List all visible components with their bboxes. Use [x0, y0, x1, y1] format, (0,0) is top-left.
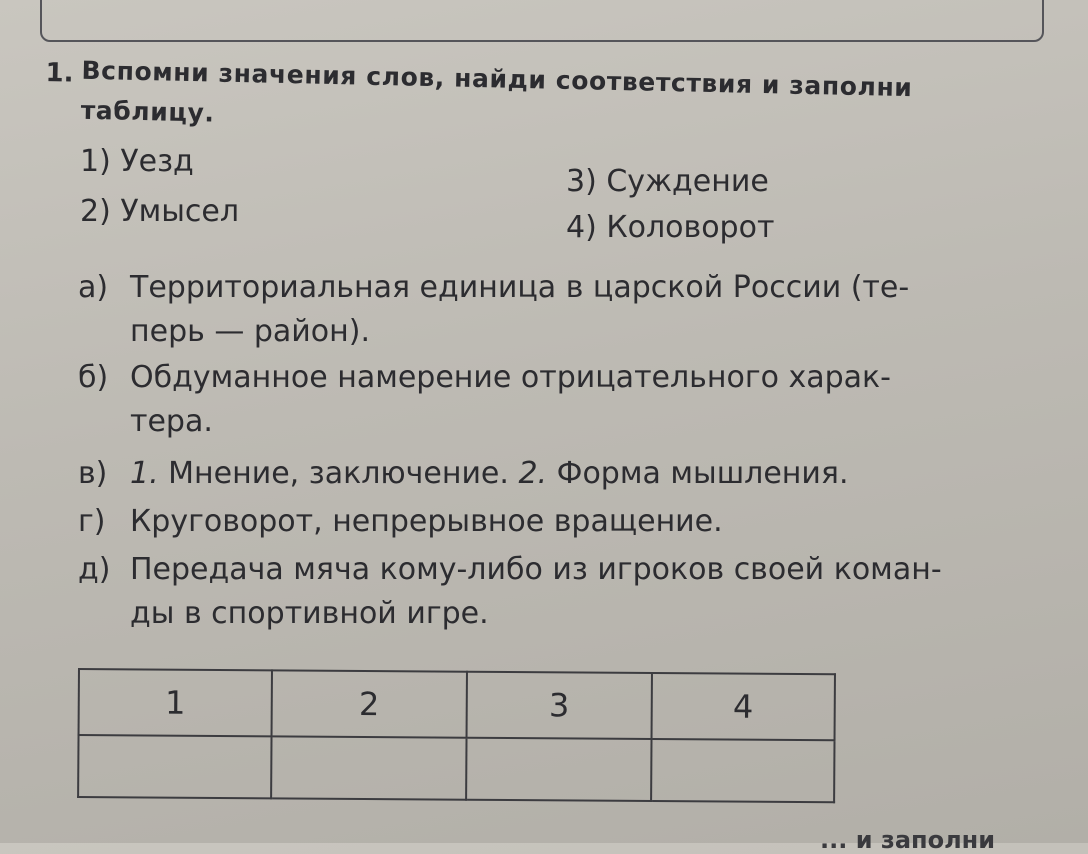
task-header: [45, 50, 1046, 128]
definition-text: Форма мышления.: [547, 456, 849, 491]
definition-text-continued: тера.: [130, 404, 213, 439]
definition-text: Круговорот, непрерывное вращение.: [130, 504, 723, 539]
previous-answer-box: [40, 0, 1044, 42]
table-header-cell-1: 1: [79, 669, 272, 736]
definition-a: [78, 266, 909, 354]
definition-letter: б): [78, 360, 109, 395]
table-header-cell-2: 2: [271, 670, 466, 737]
definition-letter: д): [78, 552, 111, 587]
task-number: 1.: [45, 57, 74, 89]
definition-text: Передача мяча кому-либо из игроков своей коман-: [130, 552, 942, 587]
task-title-line-2: таблицу.: [80, 95, 215, 128]
term-1: 1) Уезд: [80, 144, 194, 179]
definition-b: [78, 356, 891, 444]
definition-v: [78, 452, 849, 496]
table-header-cell-4: 4: [651, 673, 835, 740]
definition-text: Обдуманное намерение отрицательного харак-: [130, 360, 891, 395]
table-header-cell-3: 3: [466, 672, 652, 739]
answer-cell-4[interactable]: [651, 739, 835, 802]
term-3: 3) Суждение: [566, 164, 769, 199]
definition-g: [78, 500, 723, 544]
definition-text: Территориальная единица в царской России (те-: [130, 270, 910, 305]
answer-cell-2[interactable]: [271, 736, 466, 799]
next-task-fragment: ... и заполни: [820, 826, 996, 854]
definition-letter: а): [78, 270, 109, 305]
definition-letter: в): [78, 456, 108, 491]
task-title: [80, 51, 1041, 151]
term-2: 2) Умысел: [80, 194, 240, 229]
answer-cell-1[interactable]: [78, 735, 271, 798]
task-title-line-1: Вспомни значения слов, найди соответствия и заполни: [81, 55, 913, 103]
meaning-number-2: 2.: [518, 456, 548, 491]
definition-text-continued: ды в спортивной игре.: [130, 596, 489, 631]
answer-table: [77, 668, 836, 803]
definition-letter: г): [78, 504, 106, 539]
definition-text: Мнение, заключение.: [158, 456, 519, 491]
answer-table-header-row: [79, 669, 835, 740]
meaning-number-1: 1.: [130, 456, 159, 491]
definition-d: [78, 548, 942, 636]
term-4: 4) Коловорот: [566, 210, 775, 245]
definition-text-continued: перь — район).: [130, 314, 370, 349]
answer-cell-3[interactable]: [466, 738, 651, 801]
answer-table-answer-row: [78, 735, 834, 802]
